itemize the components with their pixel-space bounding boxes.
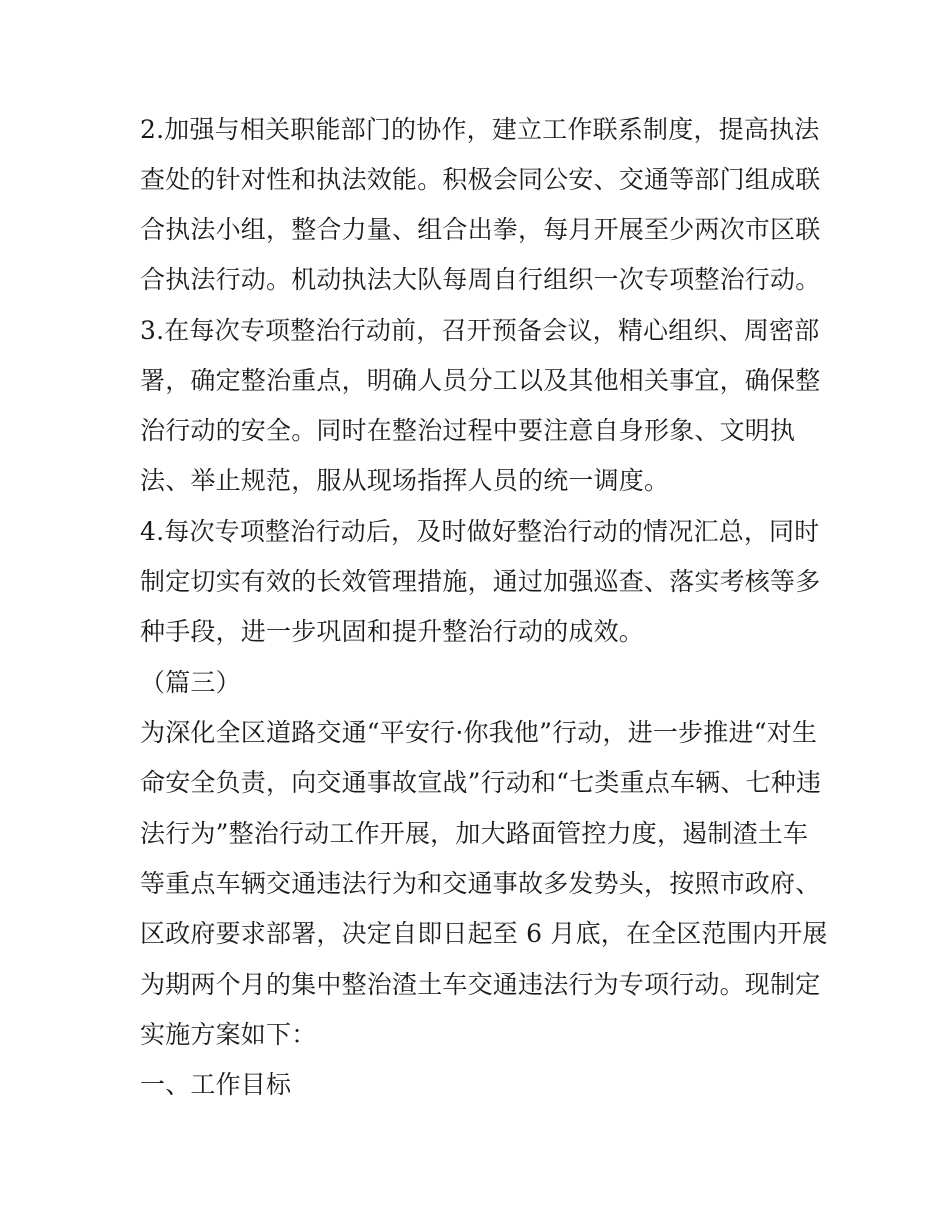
text-line-8: 法、举止规范，服从现场指挥人员的统一调度。 bbox=[140, 466, 670, 495]
text-line-19: 实施方案如下： bbox=[140, 1020, 317, 1049]
text-line-18: 为期两个月的集中整治渣土车交通违法行为专项行动。现制定 bbox=[140, 970, 821, 999]
text-line-6: 署，确定整治重点，明确人员分工以及其他相关事宜，确保整 bbox=[140, 366, 821, 395]
text-line-2: 查处的针对性和执法效能。积极会同公安、交通等部门组成联 bbox=[140, 165, 821, 194]
section-heading-pian-san: （篇三） bbox=[140, 668, 241, 697]
text-line-14: 命安全负责，向交通事故宣战”行动和“七类重点车辆、七种违 bbox=[140, 768, 822, 797]
text-line-5: 3.在每次专项整治行动前，召开预备会议，精心组织、周密部 bbox=[140, 316, 820, 345]
text-line-13: 为深化全区道路交通“平安行·你我他”行动，进一步推进“对生 bbox=[140, 718, 818, 747]
text-line-17: 区政府要求部署，决定自即日起至 6 月底，在全区范围内开展 bbox=[140, 919, 828, 948]
text-line-3: 合执法小组，整合力量、组合出拳，每月开展至少两次市区联 bbox=[140, 215, 821, 244]
text-line-15: 法行为”整治行动工作开展，加大路面管控力度，遏制渣土车 bbox=[140, 819, 809, 848]
text-line-11: 种手段，进一步巩固和提升整治行动的成效。 bbox=[140, 617, 645, 646]
text-line-7: 治行动的安全。同时在整治过程中要注意自身形象、文明执 bbox=[140, 416, 796, 445]
text-line-16: 等重点车辆交通违法行为和交通事故多发势头，按照市政府、 bbox=[140, 869, 821, 898]
text-line-9: 4.每次专项整治行动后，及时做好整治行动的情况汇总，同时 bbox=[140, 517, 820, 546]
section-heading-work-goals: 一、工作目标 bbox=[140, 1070, 292, 1099]
text-line-1: 2.加强与相关职能部门的协作，建立工作联系制度，提高执法 bbox=[140, 115, 820, 144]
text-line-10: 制定切实有效的长效管理措施，通过加强巡查、落实考核等多 bbox=[140, 567, 821, 596]
text-line-4: 合执法行动。机动执法大队每周自行组织一次专项整治行动。 bbox=[140, 265, 821, 294]
